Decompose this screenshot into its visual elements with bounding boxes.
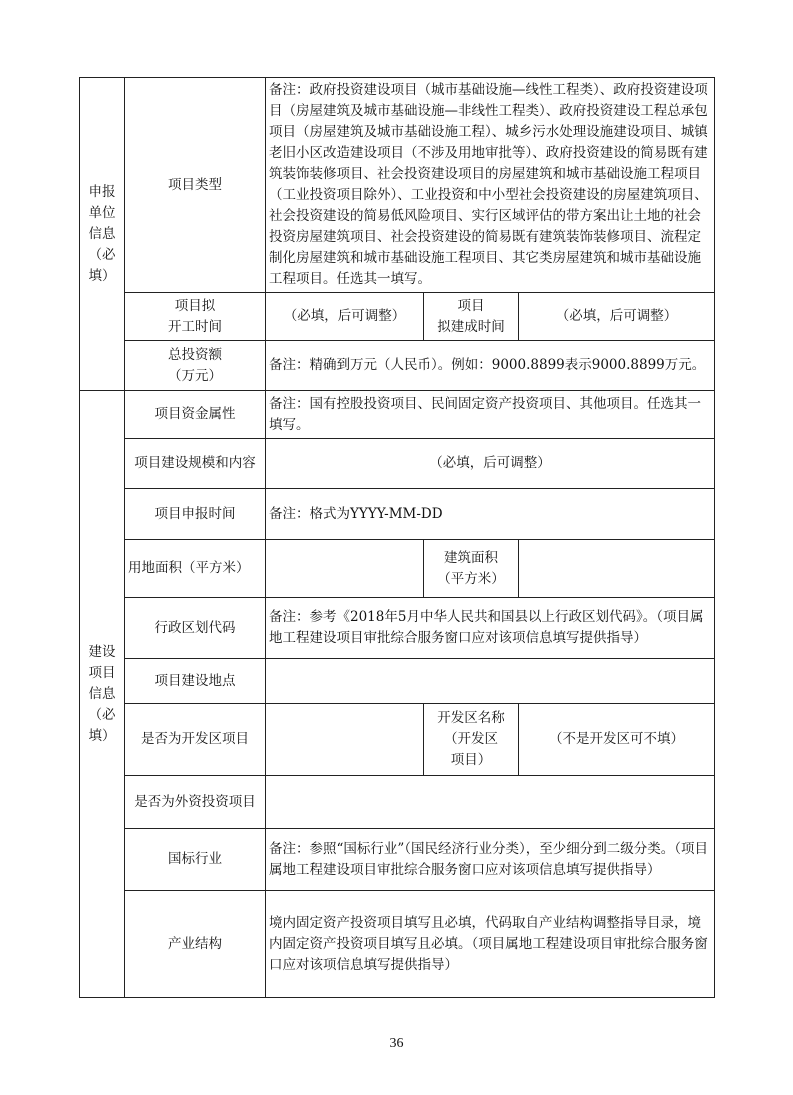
field-building-area[interactable]	[519, 540, 715, 598]
label-total-investment: 总投资额 （万元）	[125, 341, 266, 391]
field-foreign-investment[interactable]	[266, 776, 715, 829]
field-land-area[interactable]	[266, 540, 424, 598]
label-scale-content: 项目建设规模和内容	[125, 439, 266, 489]
section-applicant-info: 申报 单位 信息 （必 填）	[80, 78, 125, 391]
section-project-info: 建设 项目 信息 （必 填）	[80, 391, 125, 998]
page-number: 36	[389, 1036, 404, 1051]
label-foreign-investment: 是否为外资投资项目	[125, 776, 266, 829]
field-location[interactable]	[266, 659, 715, 704]
label-apply-time: 项目申报时间	[125, 489, 266, 540]
application-form-table	[79, 77, 715, 998]
label-fund-attribute: 项目资金属性	[125, 391, 266, 439]
field-total-investment[interactable]: 备注：精确到万元（人民币）。例如：9000.8899表示9000.8899万元。	[266, 341, 715, 391]
label-dev-zone: 是否为开发区项目	[125, 704, 266, 776]
field-planned-start-time[interactable]: （必填，后可调整）	[266, 293, 424, 341]
label-land-area: 用地面积（平方米）	[125, 540, 266, 598]
label-location: 项目建设地点	[125, 659, 266, 704]
field-apply-time[interactable]: 备注：格式为YYYY-MM-DD	[266, 489, 715, 540]
field-industry-structure[interactable]: 境内固定资产投资项目填写且必填，代码取自产业结构调整指导目录，境内固定资产投资项目填写且必填。（项目属地工程建设项目审批综合服务窗口应对该项信息填写提供指导）	[266, 891, 715, 998]
label-industry: 国标行业	[125, 829, 266, 891]
field-project-type[interactable]: 备注：政府投资建设项目（城市基础设施—线性工程类）、政府投资建设项目（房屋建筑及城市基础设施—非线性工程类）、政府投资建设工程总承包项目（房屋建筑及城市基础设施工程）、城乡污水处理设施建设项目、城镇老旧小区改造建设项目（不涉及用地审批等）、政府投资建设的简易既有建筑装饰装修项目、社会投资建设项目的房屋建筑和城市基础设施工程项目（工业投资项目除外）、工业投资和中小型社会投资建设的房屋建筑项目、社会投资建设的简易低风险项目、实行区域评估的带方案出让土地的社会投资房屋建筑项目、社会投资建设的简易既有建筑装饰装修项目、流程定制化房屋建筑和城市基础设施工程项目、其它类房屋建筑和城市基础设施工程项目。任选其一填写。	[266, 78, 715, 293]
label-region-code: 行政区划代码	[125, 598, 266, 659]
field-industry[interactable]: 备注：参照“国标行业”（国民经济行业分类），至少细分到二级分类。（项目属地工程建设项目审批综合服务窗口应对该项信息填写提供指导）	[266, 829, 715, 891]
label-planned-completion-time: 项目 拟建成时间	[424, 293, 519, 341]
label-project-type: 项目类型	[125, 78, 266, 293]
field-dev-zone-name[interactable]: （不是开发区可不填）	[519, 704, 715, 776]
label-industry-structure: 产业结构	[125, 891, 266, 998]
field-planned-completion-time[interactable]: （必填，后可调整）	[519, 293, 715, 341]
field-fund-attribute[interactable]: 备注：国有控股投资项目、民间固定资产投资项目、其他项目。任选其一填写。	[266, 391, 715, 439]
field-dev-zone[interactable]	[266, 704, 424, 776]
label-dev-zone-name: 开发区名称 （开发区 项目）	[424, 704, 519, 776]
label-planned-start-time: 项目拟 开工时间	[125, 293, 266, 341]
field-scale-content[interactable]: （必填，后可调整）	[266, 439, 715, 489]
label-building-area: 建筑面积 （平方米）	[424, 540, 519, 598]
field-region-code[interactable]: 备注：参考《2018年5月中华人民共和国县以上行政区划代码》。（项目属地工程建设项目审批综合服务窗口应对该项信息填写提供指导）	[266, 598, 715, 659]
